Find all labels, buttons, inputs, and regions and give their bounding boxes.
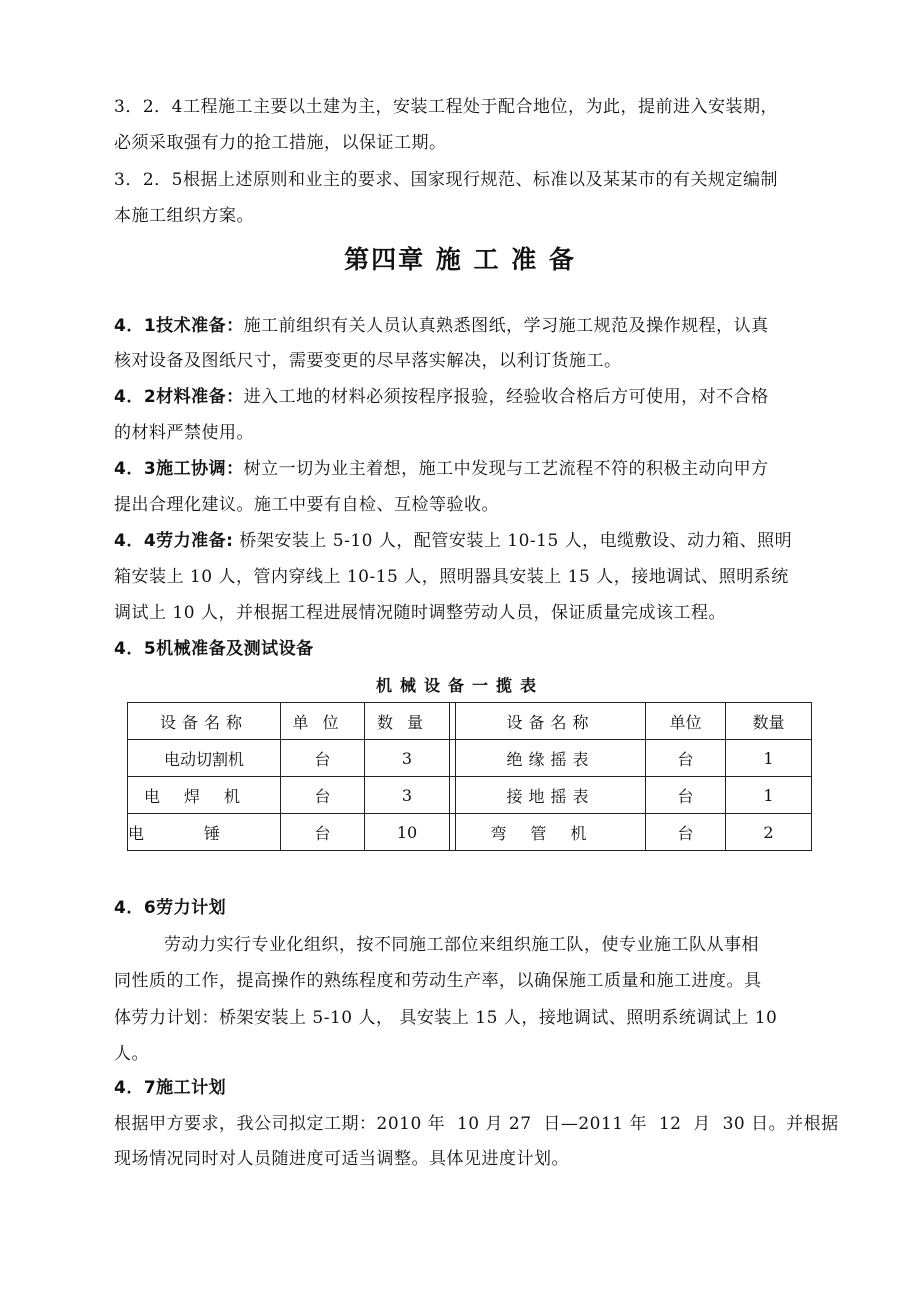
section-4-6-line3: 体劳力计划：桥架安装上 5-10 人， 具安装上 15 人，接地调试、照明系统调试上 10 [114, 1008, 778, 1028]
cell-quantity: 2 [726, 814, 812, 851]
paragraph-3-2-4-line2: 必须采取强有力的抢工措施，以保证工期。 [114, 133, 447, 153]
cell-unit: 台 [646, 814, 726, 851]
cell-equipment-name: 弯管机 [456, 814, 646, 851]
cell-unit: 台 [281, 777, 365, 814]
cell-equipment-name: 电动切割机 [128, 740, 281, 777]
cell-quantity: 3 [365, 777, 450, 814]
section-4-1-text: 施工前组织有关人员认真熟悉图纸，学习施工规范及操作规程，认真 [243, 316, 769, 336]
section-4-3-label: 4．3施工协调： [114, 459, 244, 479]
header-unit-left: 单位 [281, 703, 365, 740]
section-4-4-line3: 调试上 10 人，并根据工程进展情况随时调整劳动人员，保证质量完成该工程。 [114, 603, 726, 623]
section-4-1-line1 [114, 314, 769, 338]
cell-equipment-name: 绝缘摇表 [456, 740, 646, 777]
table-header-row [128, 703, 812, 740]
section-4-7-label: 4．7施工计划 [114, 1078, 227, 1098]
cell-unit: 台 [281, 740, 365, 777]
section-4-3-text: 树立一切为业主着想，施工中发现与工艺流程不符的积极主动向甲方 [243, 459, 769, 479]
section-4-4-line1 [114, 529, 792, 553]
equipment-table [127, 702, 812, 851]
section-4-1-label: 4．1技术准备： [114, 316, 244, 336]
section-4-2-line2: 的材料严禁使用。 [114, 423, 254, 443]
section-4-6-line2: 同性质的工作，提高操作的熟练程度和劳动生产率，以确保施工质量和施工进度。具 [114, 971, 762, 991]
section-4-4-label: 4．4劳力准备: [114, 531, 234, 551]
cell-quantity: 1 [726, 740, 812, 777]
cell-unit: 台 [646, 777, 726, 814]
header-unit-right: 单位 [646, 703, 726, 740]
section-4-1-line2: 核对设备及图纸尺寸，需要变更的尽早落实解决，以利订货施工。 [114, 351, 622, 371]
paragraph-3-2-5-line1: 3．2．5根据上述原则和业主的要求、国家现行规范、标准以及某某市的有关规定编制 [114, 170, 778, 190]
section-4-4-text: 桥架安装上 5-10 人，配管安装上 10-15 人，电缆敷设、动力箱、照明 [233, 531, 793, 551]
cell-quantity: 3 [365, 740, 450, 777]
section-4-6-line1: 劳动力实行专业化组织，按不同施工部位来组织施工队，使专业施工队从事相 [164, 935, 759, 955]
header-quantity-left: 数量 [365, 703, 450, 740]
cell-quantity: 1 [726, 777, 812, 814]
header-quantity-right: 数量 [726, 703, 812, 740]
header-equipment-name-left: 设备名称 [128, 703, 281, 740]
cell-equipment-name: 电焊机 [128, 777, 281, 814]
section-4-7-line1: 根据甲方要求，我公司拟定工期：2010 年 10 月 27 日—2011 年 12 月 30 日。并根据 [114, 1114, 839, 1134]
section-4-3-line1 [114, 457, 769, 481]
cell-quantity: 10 [365, 814, 450, 851]
section-4-6-line4: 人。 [114, 1044, 149, 1064]
section-4-2-text: 进入工地的材料必须按程序报验，经验收合格后方可使用，对不合格 [243, 387, 769, 407]
section-4-2-line1 [114, 385, 769, 409]
equipment-table-title: 机械设备一揽表 [375, 676, 544, 695]
section-4-7-line2: 现场情况同时对人员随进度可适当调整。具体见进度计划。 [114, 1149, 569, 1169]
table-row [128, 740, 812, 777]
cell-equipment-name: 接地摇表 [456, 777, 646, 814]
table-row [128, 814, 812, 851]
cell-unit: 台 [281, 814, 365, 851]
cell-equipment-name: 电锤 [128, 814, 281, 851]
section-4-3-line2: 提出合理化建议。施工中要有自检、互检等验收。 [114, 495, 499, 515]
cell-unit: 台 [646, 740, 726, 777]
paragraph-3-2-5-line2: 本施工组织方案。 [114, 206, 254, 226]
section-4-6-label: 4．6劳力计划 [114, 898, 227, 918]
header-equipment-name-right: 设备名称 [456, 703, 646, 740]
paragraph-3-2-4-line1: 3．2．4工程施工主要以土建为主，安装工程处于配合地位，为此，提前进入安装期， [114, 97, 778, 117]
chapter-title: 第四章 施 工 准 备 [344, 245, 576, 274]
section-4-4-line2: 箱安装上 10 人，管内穿线上 10-15 人，照明器具安装上 15 人，接地调试、照明系统 [114, 567, 789, 587]
table-row [128, 777, 812, 814]
section-4-2-label: 4．2材料准备： [114, 387, 244, 407]
section-4-5-label: 4．5机械准备及测试设备 [114, 639, 314, 659]
